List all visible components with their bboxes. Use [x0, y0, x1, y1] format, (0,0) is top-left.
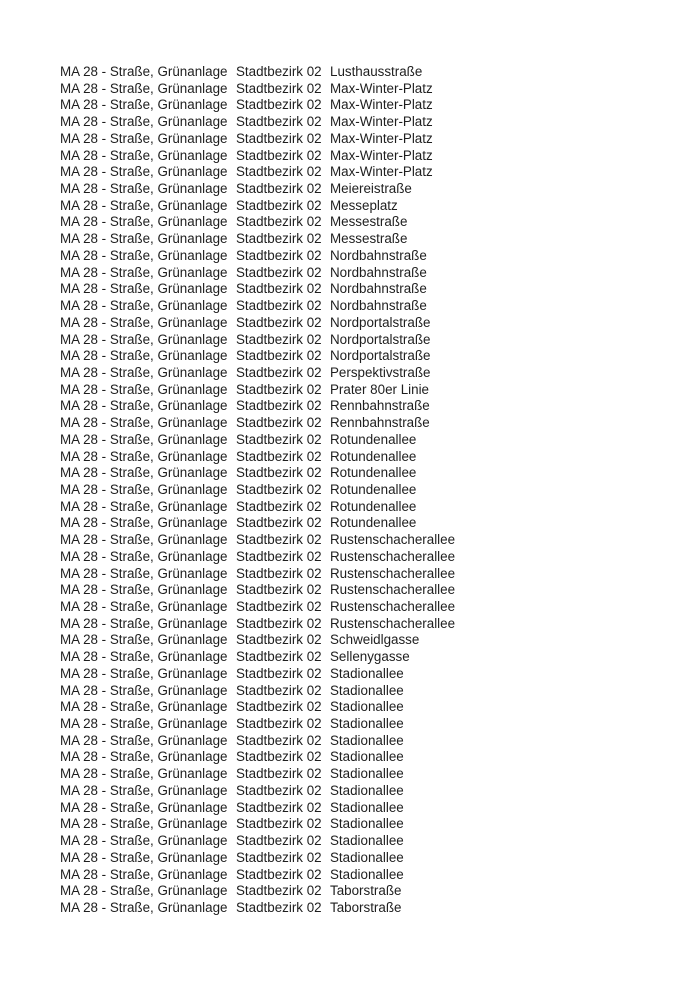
- district-cell: Stadtbezirk 02: [236, 197, 322, 213]
- department-cell: MA 28 - Straße, Grünanlage: [60, 130, 228, 146]
- department-cell: MA 28 - Straße, Grünanlage: [60, 247, 228, 263]
- street-cell: Rennbahnstraße: [330, 398, 430, 414]
- department-cell: MA 28 - Straße, Grünanlage: [60, 364, 228, 380]
- department-cell: MA 28 - Straße, Grünanlage: [60, 97, 228, 113]
- department-cell: MA 28 - Straße, Grünanlage: [60, 548, 228, 564]
- street-cell: Nordbahnstraße: [330, 281, 427, 297]
- department-cell: MA 28 - Straße, Grünanlage: [60, 515, 228, 531]
- department-cell: MA 28 - Straße, Grünanlage: [60, 632, 228, 648]
- department-cell: MA 28 - Straße, Grünanlage: [60, 431, 228, 447]
- department-cell: MA 28 - Straße, Grünanlage: [60, 866, 228, 882]
- street-cell: Stadionallee: [330, 866, 404, 882]
- department-cell: MA 28 - Straße, Grünanlage: [60, 816, 228, 832]
- department-cell: MA 28 - Straße, Grünanlage: [60, 114, 228, 130]
- district-cell: Stadtbezirk 02: [236, 398, 322, 414]
- district-cell: Stadtbezirk 02: [236, 281, 322, 297]
- street-cell: Schweidlgasse: [330, 632, 420, 648]
- district-cell: Stadtbezirk 02: [236, 448, 322, 464]
- table-row: [60, 733, 455, 750]
- department-cell: MA 28 - Straße, Grünanlage: [60, 799, 228, 815]
- department-cell: MA 28 - Straße, Grünanlage: [60, 833, 228, 849]
- district-cell: Stadtbezirk 02: [236, 364, 322, 380]
- district-cell: Stadtbezirk 02: [236, 649, 322, 665]
- district-cell: Stadtbezirk 02: [236, 716, 322, 732]
- table-row: [60, 415, 455, 432]
- department-cell: MA 28 - Straße, Grünanlage: [60, 231, 228, 247]
- street-cell: Rustenschacherallee: [330, 582, 456, 598]
- district-cell: Stadtbezirk 02: [236, 231, 322, 247]
- street-cell: Max-Winter-Platz: [330, 80, 433, 96]
- district-cell: Stadtbezirk 02: [236, 665, 322, 681]
- table-row: [60, 532, 455, 549]
- district-cell: Stadtbezirk 02: [236, 498, 322, 514]
- table-row: [60, 582, 455, 599]
- table-row: [60, 883, 455, 900]
- table-row: [60, 850, 455, 867]
- district-cell: Stadtbezirk 02: [236, 97, 322, 113]
- department-cell: MA 28 - Straße, Grünanlage: [60, 665, 228, 681]
- district-cell: Stadtbezirk 02: [236, 264, 322, 280]
- department-cell: MA 28 - Straße, Grünanlage: [60, 164, 228, 180]
- table-row: [60, 683, 455, 700]
- table-row: [60, 148, 455, 165]
- street-cell: Sellenygasse: [330, 649, 410, 665]
- street-cell: Messestraße: [330, 214, 408, 230]
- table-row: [60, 365, 455, 382]
- table-row: [60, 131, 455, 148]
- table-row: [60, 449, 455, 466]
- department-cell: MA 28 - Straße, Grünanlage: [60, 381, 228, 397]
- department-cell: MA 28 - Straße, Grünanlage: [60, 348, 228, 364]
- table-row: [60, 64, 455, 81]
- street-cell: Max-Winter-Platz: [330, 130, 433, 146]
- district-cell: Stadtbezirk 02: [236, 381, 322, 397]
- street-cell: Max-Winter-Platz: [330, 114, 433, 130]
- table-row: [60, 900, 455, 917]
- table-row: [60, 482, 455, 499]
- street-cell: Nordportalstraße: [330, 331, 431, 347]
- street-cell: Stadionallee: [330, 816, 404, 832]
- department-cell: MA 28 - Straße, Grünanlage: [60, 599, 228, 614]
- table-row: [60, 833, 455, 850]
- department-cell: MA 28 - Straße, Grünanlage: [60, 481, 228, 497]
- street-cell: Stadionallee: [330, 766, 404, 782]
- table-row: [60, 97, 455, 114]
- district-cell: Stadtbezirk 02: [236, 164, 322, 180]
- district-cell: Stadtbezirk 02: [236, 130, 322, 146]
- street-table: [60, 64, 455, 917]
- table-row: [60, 382, 455, 399]
- street-cell: Taborstraße: [330, 883, 402, 899]
- department-cell: MA 28 - Straße, Grünanlage: [60, 264, 228, 280]
- department-cell: MA 28 - Straße, Grünanlage: [60, 398, 228, 414]
- district-cell: Stadtbezirk 02: [236, 348, 322, 364]
- district-cell: Stadtbezirk 02: [236, 214, 322, 230]
- street-cell: Stadionallee: [330, 849, 404, 865]
- street-cell: Messeplatz: [330, 197, 398, 213]
- street-cell: Rennbahnstraße: [330, 415, 430, 431]
- table-row: [60, 649, 455, 666]
- table-row: [60, 499, 455, 516]
- street-cell: Nordbahnstraße: [330, 247, 427, 263]
- department-cell: MA 28 - Straße, Grünanlage: [60, 899, 228, 915]
- table-row: [60, 632, 455, 649]
- street-cell: Rotundenallee: [330, 515, 417, 531]
- district-cell: Stadtbezirk 02: [236, 181, 322, 197]
- street-cell: Stadionallee: [330, 782, 404, 798]
- department-cell: MA 28 - Straße, Grünanlage: [60, 331, 228, 347]
- district-cell: Stadtbezirk 02: [236, 782, 322, 798]
- district-cell: Stadtbezirk 02: [236, 582, 322, 598]
- department-cell: MA 28 - Straße, Grünanlage: [60, 782, 228, 798]
- street-cell: Rustenschacherallee: [330, 532, 456, 548]
- district-cell: Stadtbezirk 02: [236, 766, 322, 782]
- street-cell: Rotundenallee: [330, 448, 417, 464]
- department-cell: MA 28 - Straße, Grünanlage: [60, 699, 228, 715]
- table-row: [60, 616, 455, 633]
- street-cell: Rustenschacherallee: [330, 599, 456, 614]
- district-cell: Stadtbezirk 02: [236, 331, 322, 347]
- department-cell: MA 28 - Straße, Grünanlage: [60, 682, 228, 698]
- district-cell: Stadtbezirk 02: [236, 565, 322, 581]
- district-cell: Stadtbezirk 02: [236, 615, 322, 631]
- district-cell: Stadtbezirk 02: [236, 816, 322, 832]
- table-row: [60, 231, 455, 248]
- department-cell: MA 28 - Straße, Grünanlage: [60, 582, 228, 598]
- street-cell: Stadionallee: [330, 799, 404, 815]
- street-cell: Rotundenallee: [330, 481, 417, 497]
- department-cell: MA 28 - Straße, Grünanlage: [60, 883, 228, 899]
- department-cell: MA 28 - Straße, Grünanlage: [60, 615, 228, 631]
- department-cell: MA 28 - Straße, Grünanlage: [60, 64, 228, 79]
- street-cell: Max-Winter-Platz: [330, 164, 433, 180]
- street-cell: Stadionallee: [330, 732, 404, 748]
- street-cell: Lusthausstraße: [330, 64, 423, 79]
- street-cell: Stadionallee: [330, 833, 404, 849]
- street-cell: Rustenschacherallee: [330, 615, 456, 631]
- district-cell: Stadtbezirk 02: [236, 899, 322, 915]
- department-cell: MA 28 - Straße, Grünanlage: [60, 532, 228, 548]
- street-cell: Stadionallee: [330, 682, 404, 698]
- department-cell: MA 28 - Straße, Grünanlage: [60, 298, 228, 314]
- department-cell: MA 28 - Straße, Grünanlage: [60, 749, 228, 765]
- street-cell: Nordbahnstraße: [330, 298, 427, 314]
- district-cell: Stadtbezirk 02: [236, 799, 322, 815]
- department-cell: MA 28 - Straße, Grünanlage: [60, 498, 228, 514]
- district-cell: Stadtbezirk 02: [236, 532, 322, 548]
- table-row: [60, 699, 455, 716]
- department-cell: MA 28 - Straße, Grünanlage: [60, 415, 228, 431]
- street-cell: Max-Winter-Platz: [330, 97, 433, 113]
- table-row: [60, 599, 455, 616]
- department-cell: MA 28 - Straße, Grünanlage: [60, 80, 228, 96]
- district-cell: Stadtbezirk 02: [236, 732, 322, 748]
- department-cell: MA 28 - Straße, Grünanlage: [60, 181, 228, 197]
- table-row: [60, 800, 455, 817]
- table-row: [60, 198, 455, 215]
- department-cell: MA 28 - Straße, Grünanlage: [60, 281, 228, 297]
- street-cell: Stadionallee: [330, 665, 404, 681]
- district-cell: Stadtbezirk 02: [236, 548, 322, 564]
- table-row: [60, 766, 455, 783]
- street-cell: Nordportalstraße: [330, 348, 431, 364]
- table-row: [60, 867, 455, 884]
- district-cell: Stadtbezirk 02: [236, 682, 322, 698]
- street-cell: Rustenschacherallee: [330, 565, 456, 581]
- district-cell: Stadtbezirk 02: [236, 599, 322, 614]
- table-row: [60, 566, 455, 583]
- table-row: [60, 114, 455, 131]
- district-cell: Stadtbezirk 02: [236, 481, 322, 497]
- street-cell: Rustenschacherallee: [330, 548, 456, 564]
- district-cell: Stadtbezirk 02: [236, 431, 322, 447]
- department-cell: MA 28 - Straße, Grünanlage: [60, 448, 228, 464]
- table-row: [60, 265, 455, 282]
- table-row: [60, 816, 455, 833]
- street-cell: Rotundenallee: [330, 465, 417, 481]
- table-row: [60, 465, 455, 482]
- district-cell: Stadtbezirk 02: [236, 632, 322, 648]
- street-cell: Nordportalstraße: [330, 314, 431, 330]
- table-row: [60, 783, 455, 800]
- table-row: [60, 432, 455, 449]
- street-cell: Stadionallee: [330, 699, 404, 715]
- table-row: [60, 164, 455, 181]
- department-cell: MA 28 - Straße, Grünanlage: [60, 732, 228, 748]
- table-row: [60, 549, 455, 566]
- district-cell: Stadtbezirk 02: [236, 247, 322, 263]
- street-cell: Max-Winter-Platz: [330, 147, 433, 163]
- district-cell: Stadtbezirk 02: [236, 699, 322, 715]
- table-row: [60, 315, 455, 332]
- table-row: [60, 332, 455, 349]
- district-cell: Stadtbezirk 02: [236, 114, 322, 130]
- district-cell: Stadtbezirk 02: [236, 298, 322, 314]
- table-row: [60, 515, 455, 532]
- district-cell: Stadtbezirk 02: [236, 314, 322, 330]
- street-cell: Stadionallee: [330, 749, 404, 765]
- district-cell: Stadtbezirk 02: [236, 849, 322, 865]
- department-cell: MA 28 - Straße, Grünanlage: [60, 565, 228, 581]
- department-cell: MA 28 - Straße, Grünanlage: [60, 147, 228, 163]
- district-cell: Stadtbezirk 02: [236, 883, 322, 899]
- table-row: [60, 666, 455, 683]
- street-cell: Prater 80er Linie: [330, 381, 429, 397]
- district-cell: Stadtbezirk 02: [236, 80, 322, 96]
- department-cell: MA 28 - Straße, Grünanlage: [60, 214, 228, 230]
- department-cell: MA 28 - Straße, Grünanlage: [60, 465, 228, 481]
- table-row: [60, 716, 455, 733]
- department-cell: MA 28 - Straße, Grünanlage: [60, 314, 228, 330]
- district-cell: Stadtbezirk 02: [236, 515, 322, 531]
- street-cell: Stadionallee: [330, 716, 404, 732]
- street-cell: Messestraße: [330, 231, 408, 247]
- district-cell: Stadtbezirk 02: [236, 465, 322, 481]
- district-cell: Stadtbezirk 02: [236, 833, 322, 849]
- street-cell: Perspektivstraße: [330, 364, 431, 380]
- street-cell: Rotundenallee: [330, 431, 417, 447]
- street-cell: Taborstraße: [330, 899, 402, 915]
- department-cell: MA 28 - Straße, Grünanlage: [60, 716, 228, 732]
- department-cell: MA 28 - Straße, Grünanlage: [60, 766, 228, 782]
- street-cell: Rotundenallee: [330, 498, 417, 514]
- table-row: [60, 181, 455, 198]
- district-cell: Stadtbezirk 02: [236, 749, 322, 765]
- table-row: [60, 398, 455, 415]
- district-cell: Stadtbezirk 02: [236, 64, 322, 79]
- table-row: [60, 248, 455, 265]
- table-row: [60, 298, 455, 315]
- table-row: [60, 81, 455, 98]
- table-row: [60, 214, 455, 231]
- department-cell: MA 28 - Straße, Grünanlage: [60, 197, 228, 213]
- department-cell: MA 28 - Straße, Grünanlage: [60, 849, 228, 865]
- district-cell: Stadtbezirk 02: [236, 147, 322, 163]
- department-cell: MA 28 - Straße, Grünanlage: [60, 649, 228, 665]
- table-row: [60, 749, 455, 766]
- street-cell: Meiereistraße: [330, 181, 412, 197]
- district-cell: Stadtbezirk 02: [236, 415, 322, 431]
- street-cell: Nordbahnstraße: [330, 264, 427, 280]
- table-row: [60, 348, 455, 365]
- district-cell: Stadtbezirk 02: [236, 866, 322, 882]
- table-row: [60, 281, 455, 298]
